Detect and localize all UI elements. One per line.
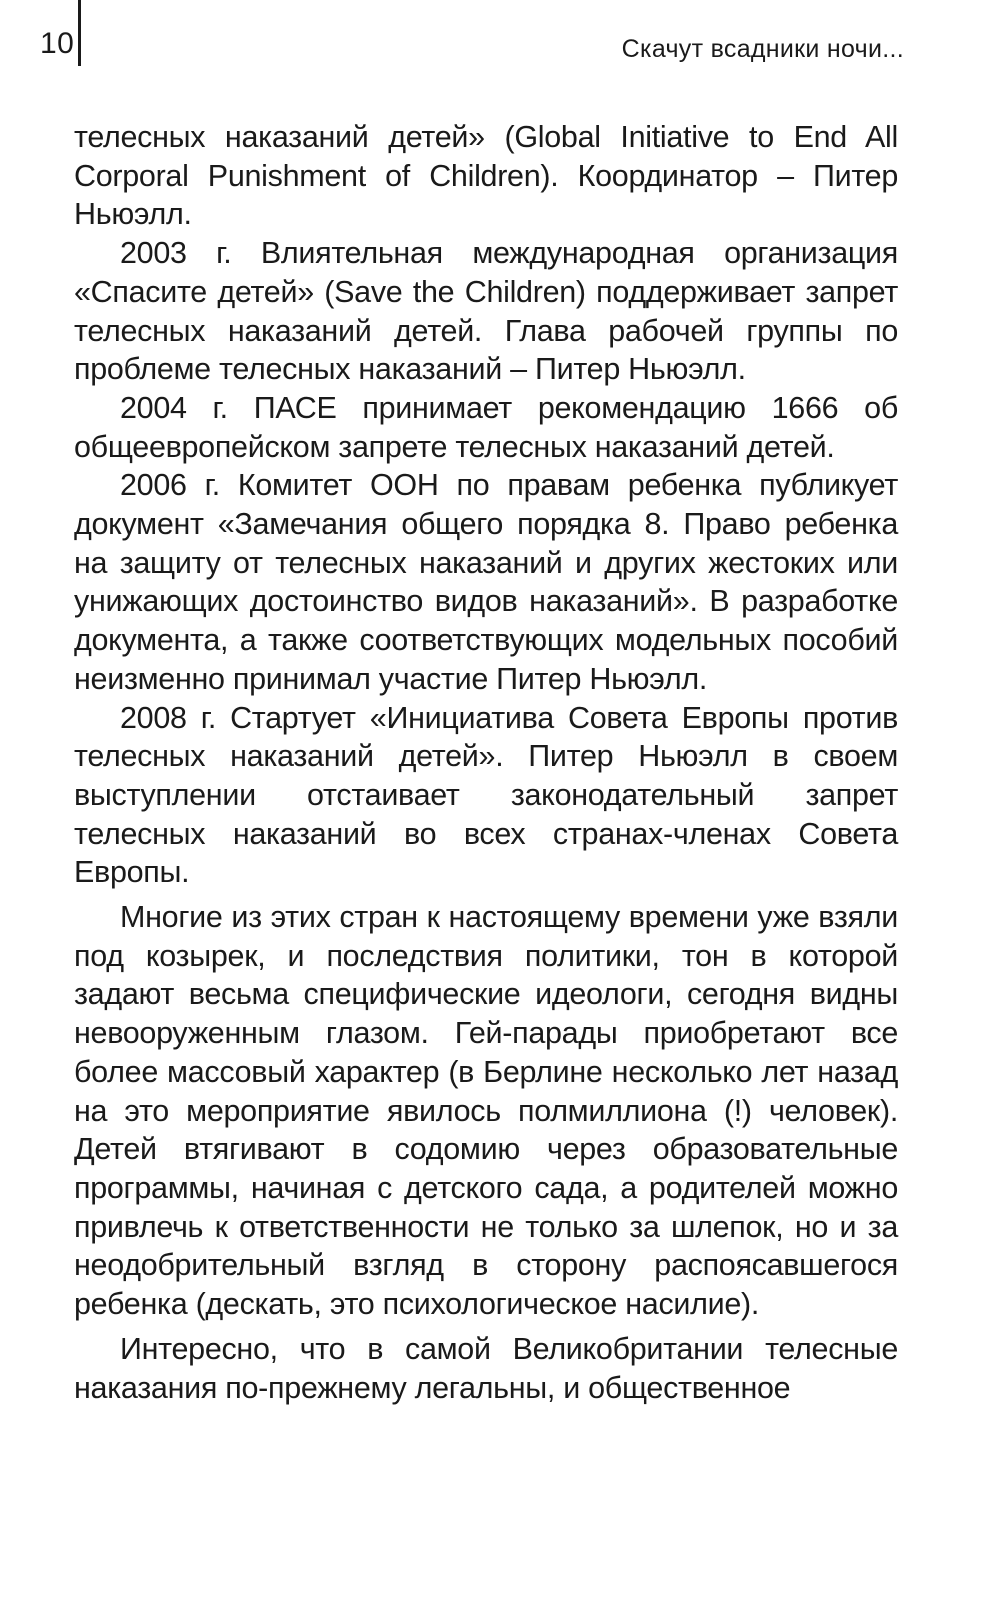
header-divider [78,0,81,66]
running-title: Скачут всадники ночи... [621,35,904,63]
paragraph-britain: Интересно, что в самой Великобритании телесные наказания по-прежнему легальны, и общественное [74,1331,898,1405]
paragraph-2008: 2008 г. Стартует «Инициатива Совета Европы против телесных наказаний детей». Питер Ньюэлл в своем выступлении отстаивает законодательный запрет телесных наказаний во всех странах-членах Совета Европы. [74,700,898,890]
page-number: 10 [40,27,75,60]
paragraph-2006: 2006 г. Комитет ООН по правам ребенка публикует документ «Замечания общего порядка 8. Право ребенка на защиту от телесных наказаний и других жестоких или унижающих достоинство видов наказаний». В разработке документа, а также соответствующих модельных пособий неизменно принимал участие Питер Ньюэлл. [74,468,898,696]
paragraph-2003: 2003 г. Влиятельная международная организация «Спасите детей» (Save the Children) поддерживает запрет телесных наказаний детей. Глава рабочей группы по проблеме телесных наказаний – Питер Ньюэлл. [74,236,898,387]
body-text [74,118,898,1407]
paragraph-2004: 2004 г. ПАСЕ принимает рекомендацию 1666 об общеевропейском запрете телесных наказаний детей. [74,390,898,464]
paragraph-consequences: Многие из этих стран к настоящему времени уже взяли под козырек, и последствия политики, тон в которой задают весьма специфические идеологи, сегодня видны невооруженным глазом. Гей-парады приобретают все более массовый характер (в Берлине несколько лет назад на это мероприятие явилось полмиллиона (!) человек). Детей втягивают в содомию через образовательные программы, начиная с детского сада, а родителей можно привлечь к ответственности не только за шлепок, но и за неодобрительный взгляд в сторону распоясавшегося ребенка (дескать, это психологическое насилие). [74,900,898,1322]
paragraph-continuation: телесных наказаний детей» (Global Initiative to End All Corporal Punishment of Children). Координатор – Питер Ньюэлл. [74,120,898,232]
